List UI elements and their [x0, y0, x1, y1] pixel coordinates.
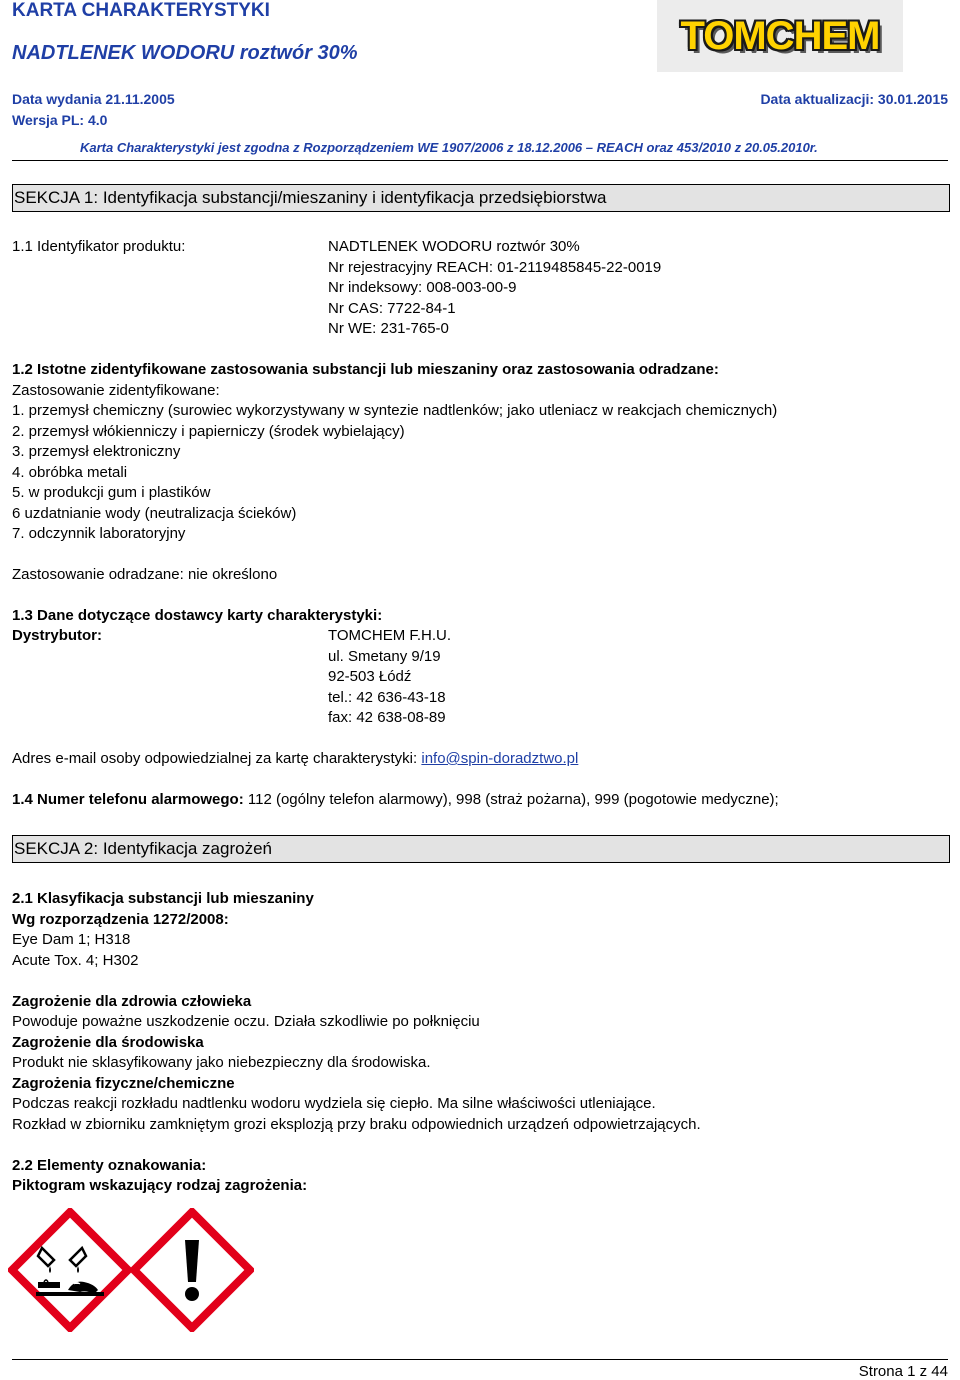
s14-heading: 1.4 Numer telefonu alarmowego: — [12, 791, 244, 808]
s12-item: 4. obróbka metali — [12, 464, 128, 481]
s22-heading: 2.2 Elementy oznakowania: — [12, 1157, 207, 1174]
page-number: Strona 1 z 44 — [858, 1363, 948, 1380]
footer-divider — [12, 1359, 948, 1360]
health-text: Powoduje poważne uszkodzenie oczu. Działa szkodliwie po połknięciu — [12, 1013, 480, 1030]
classification-item: Eye Dam 1; H318 — [12, 931, 131, 948]
email-line — [12, 750, 578, 767]
s13-label: Dystrybutor: — [12, 627, 103, 644]
section-1-title: SEKCJA 1: Identyfikacja substancji/mieszaniny i identyfikacja przedsiębiorstwa — [12, 184, 950, 212]
corrosion-icon — [8, 1208, 132, 1332]
s21-sub: Wg rozporządzenia 1272/2008: — [12, 911, 229, 928]
s11-value: Nr indeksowy: 008-003-00-9 — [328, 279, 517, 296]
emergency-line — [12, 791, 779, 808]
exclamation-icon — [130, 1208, 254, 1332]
email-label: Adres e-mail osoby odpowiedzialnej za kartę charakterystyki: — [12, 750, 422, 767]
supplier-line: 92-503 Łódź — [328, 668, 412, 685]
s11-value: Nr CAS: 7722-84-1 — [328, 300, 456, 317]
s12-item: 7. odczynnik laboratoryjny — [12, 525, 186, 542]
s12-item: 3. przemysł elektroniczny — [12, 443, 181, 460]
supplier-line: TOMCHEM F.H.U. — [328, 627, 452, 644]
s12-item: 5. w produkcji gum i plastików — [12, 484, 211, 501]
phys-text: Rozkład w zbiorniku zamkniętym grozi eksplozją przy braku odpowiednich urządzeń odpowietrzających. — [12, 1116, 701, 1133]
s22-sub: Piktogram wskazujący rodzaj zagrożenia: — [12, 1177, 308, 1194]
s12-item: 6 uzdatnianie wody (neutralizacja ścieków) — [12, 505, 297, 522]
issue-date: Data wydania 21.11.2005 — [12, 91, 175, 107]
s12-item: 2. przemysł włókienniczy i papierniczy (środek wybielający) — [12, 423, 405, 440]
s12-heading: 1.2 Istotne zidentyfikowane zastosowania substancji lub mieszaniny oraz zastosowania odradzane: — [12, 361, 719, 378]
update-date: Data aktualizacji: 30.01.2015 — [760, 91, 948, 107]
s12-not-recommended: Zastosowanie odradzane: nie określono — [12, 566, 278, 583]
s12-intro: Zastosowanie zidentyfikowane: — [12, 382, 220, 399]
supplier-line: ul. Smetany 9/19 — [328, 648, 441, 665]
phys-text: Podczas reakcji rozkładu nadtlenku wodoru wydziela się ciepło. Ma silne właściwości utleniające. — [12, 1095, 656, 1112]
doc-type-title: KARTA CHARAKTERYSTYKI — [12, 0, 270, 21]
supplier-line: fax: 42 638-08-89 — [328, 709, 446, 726]
s13-heading: 1.3 Dane dotyczące dostawcy karty charakterystyki: — [12, 607, 383, 624]
product-title: NADTLENEK WODORU roztwór 30% — [12, 42, 358, 64]
s11-value: Nr rejestracyjny REACH: 01-2119485845-22-0019 — [328, 259, 662, 276]
phys-heading: Zagrożenia fizyczne/chemiczne — [12, 1075, 235, 1092]
header-divider — [12, 160, 948, 161]
s21-heading: 2.1 Klasyfikacja substancji lub mieszaniny — [12, 890, 314, 907]
tomchem-logo: TOMCHEM — [657, 0, 903, 72]
s11-value: NADTLENEK WODORU roztwór 30% — [328, 238, 580, 255]
s11-label: 1.1 Identyfikator produktu: — [12, 238, 186, 255]
classification-item: Acute Tox. 4; H302 — [12, 952, 139, 969]
supplier-line: tel.: 42 636-43-18 — [328, 689, 446, 706]
env-text: Produkt nie sklasyfikowany jako niebezpieczny dla środowiska. — [12, 1054, 431, 1071]
health-heading: Zagrożenie dla zdrowia człowieka — [12, 993, 252, 1010]
version: Wersja PL: 4.0 — [12, 112, 108, 128]
s14-text: 112 (ogólny telefon alarmowy), 998 (straż pożarna), 999 (pogotowie medyczne); — [243, 791, 779, 808]
regulation-note: Karta Charakterystyki jest zgodna z Rozporządzeniem WE 1907/2006 z 18.12.2006 – REACH oraz 453/2010 z 20.05.2010r. — [80, 140, 818, 155]
section-2-title: SEKCJA 2: Identyfikacja zagrożeń — [12, 835, 950, 863]
s11-value: Nr WE: 231-765-0 — [328, 320, 449, 337]
env-heading: Zagrożenie dla środowiska — [12, 1034, 204, 1051]
s12-item: 1. przemysł chemiczny (surowiec wykorzystywany w syntezie nadtlenków; jako utleniacz w reakcjach chemicznych) — [12, 402, 778, 419]
email-link[interactable]: info@spin-doradztwo.pl — [421, 750, 579, 767]
